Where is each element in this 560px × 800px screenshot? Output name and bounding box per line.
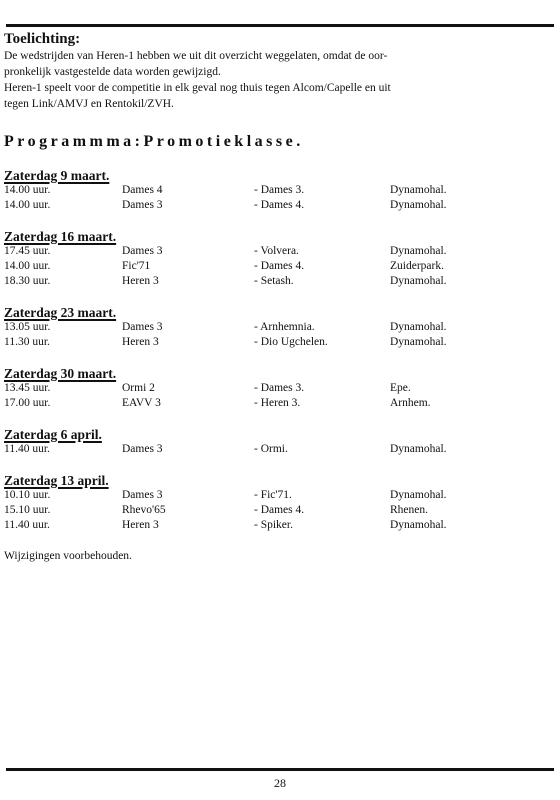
match-away-team: - Dames 4. <box>254 260 305 272</box>
match-venue: Dynamohal. <box>390 443 447 455</box>
match-venue: Dynamohal. <box>390 519 447 531</box>
match-away-team: - Setash. <box>254 275 294 287</box>
match-venue: Dynamohal. <box>390 275 447 287</box>
match-row <box>4 274 554 289</box>
match-time: 13.45 uur. <box>4 382 51 394</box>
match-time: 11.40 uur. <box>4 519 50 531</box>
match-away-team: - Spiker. <box>254 519 293 531</box>
schedule-day <box>4 168 554 213</box>
match-home-team: Heren 3 <box>122 275 159 287</box>
schedule-day <box>4 366 554 411</box>
match-venue: Dynamohal. <box>390 184 447 196</box>
day-title: Zaterdag 23 maart. <box>4 305 117 320</box>
match-time: 14.00 uur. <box>4 199 51 211</box>
match-home-team: Dames 3 <box>122 321 163 333</box>
day-title: Zaterdag 9 maart. <box>4 168 110 183</box>
match-venue: Dynamohal. <box>390 245 447 257</box>
match-time: 14.00 uur. <box>4 260 51 272</box>
match-venue: Dynamohal. <box>390 489 447 501</box>
match-away-team: - Dames 3. <box>254 382 305 394</box>
match-time: 18.30 uur. <box>4 275 51 287</box>
footnote: Wijzigingen voorbehouden. <box>4 550 132 562</box>
page-number <box>0 776 560 791</box>
match-home-team: Dames 3 <box>122 245 163 257</box>
day-title: Zaterdag 30 maart. <box>4 366 117 381</box>
match-time: 17.00 uur. <box>4 397 51 409</box>
match-row <box>4 320 554 335</box>
match-row <box>4 335 554 350</box>
page-number-text: 28 <box>274 776 286 790</box>
toelichting-heading: Toelichting: <box>4 31 81 47</box>
intro-line-1: De wedstrijden van Heren-1 hebben we uit dit overzicht weggelaten, omdat de oor- <box>4 50 388 62</box>
programma-title: Programmma:Promotieklasse. <box>4 133 304 150</box>
schedule-day <box>4 229 554 289</box>
intro-line-4: tegen Link/AMVJ en Rentokil/ZVH. <box>4 98 174 110</box>
match-venue: Rhenen. <box>390 504 429 516</box>
match-row <box>4 396 554 411</box>
match-venue: Dynamohal. <box>390 336 447 348</box>
schedule <box>4 168 554 533</box>
match-time: 17.45 uur. <box>4 245 51 257</box>
match-away-team: - Dames 3. <box>254 184 305 196</box>
intro-line-3: Heren-1 speelt voor de competitie in elk geval nog thuis tegen Alcom/Capelle en uit <box>4 82 391 94</box>
match-venue: Dynamohal. <box>390 199 447 211</box>
match-venue: Arnhem. <box>390 397 431 409</box>
match-away-team: - Ormi. <box>254 443 288 455</box>
bottom-rule <box>6 768 554 771</box>
match-home-team: Ormi 2 <box>122 382 155 394</box>
match-row <box>4 198 554 213</box>
day-title: Zaterdag 13 april. <box>4 473 109 488</box>
match-venue: Zuiderpark. <box>390 260 444 272</box>
match-home-team: Dames 4 <box>122 184 163 196</box>
match-row <box>4 442 554 457</box>
schedule-day <box>4 427 554 457</box>
match-away-team: - Dio Ugchelen. <box>254 336 328 348</box>
match-away-team: - Arnhemnia. <box>254 321 315 333</box>
match-home-team: Dames 3 <box>122 489 163 501</box>
match-row <box>4 503 554 518</box>
match-time: 10.10 uur. <box>4 489 51 501</box>
match-venue: Dynamohal. <box>390 321 447 333</box>
match-away-team: - Volvera. <box>254 245 299 257</box>
match-venue: Epe. <box>390 382 411 394</box>
page-content <box>4 30 554 564</box>
match-row <box>4 259 554 274</box>
match-row <box>4 518 554 533</box>
match-away-team: - Fic'71. <box>254 489 292 501</box>
day-title: Zaterdag 16 maart. <box>4 229 117 244</box>
schedule-day <box>4 305 554 350</box>
match-time: 11.30 uur. <box>4 336 50 348</box>
top-rule <box>6 24 554 27</box>
match-time: 14.00 uur. <box>4 184 51 196</box>
match-row <box>4 381 554 396</box>
match-home-team: Heren 3 <box>122 519 159 531</box>
match-time: 15.10 uur. <box>4 504 51 516</box>
intro-line-2: pronkelijk vastgestelde data worden gewijzigd. <box>4 66 221 78</box>
match-row <box>4 183 554 198</box>
match-home-team: Heren 3 <box>122 336 159 348</box>
match-away-team: - Heren 3. <box>254 397 301 409</box>
match-home-team: Dames 3 <box>122 443 163 455</box>
match-row <box>4 244 554 259</box>
match-time: 11.40 uur. <box>4 443 50 455</box>
match-away-team: - Dames 4. <box>254 199 305 211</box>
match-away-team: - Dames 4. <box>254 504 305 516</box>
match-row <box>4 488 554 503</box>
match-home-team: Rhevo'65 <box>122 504 166 516</box>
match-home-team: EAVV 3 <box>122 397 161 409</box>
schedule-day <box>4 473 554 533</box>
match-home-team: Fic'71 <box>122 260 151 272</box>
match-time: 13.05 uur. <box>4 321 51 333</box>
match-home-team: Dames 3 <box>122 199 163 211</box>
day-title: Zaterdag 6 april. <box>4 427 102 442</box>
